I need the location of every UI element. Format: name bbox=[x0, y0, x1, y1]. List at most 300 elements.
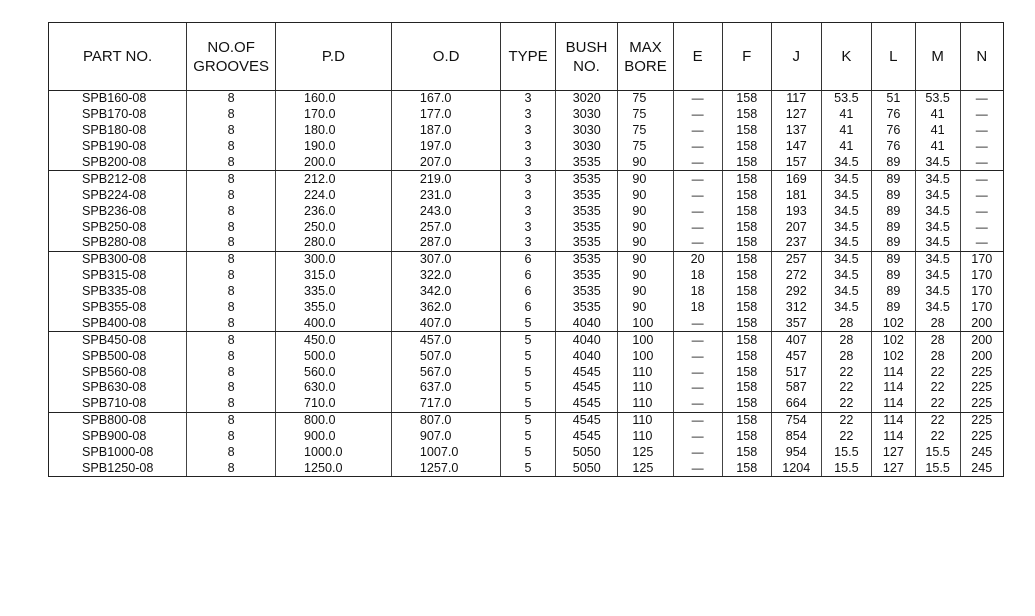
cell-no-of-grooves: 8 bbox=[187, 445, 276, 461]
header-m: M bbox=[915, 23, 960, 91]
cell-part-no: SPB280-08 bbox=[49, 235, 187, 251]
cell-j: 407 bbox=[771, 332, 821, 348]
cell-k: 22 bbox=[821, 412, 871, 428]
cell-od: 197.0 bbox=[391, 139, 501, 155]
cell-k: 34.5 bbox=[821, 251, 871, 267]
cell-k: 34.5 bbox=[821, 171, 871, 187]
table-row bbox=[49, 332, 1003, 348]
table-row bbox=[49, 300, 1003, 316]
cell-l: 76 bbox=[871, 123, 915, 139]
cell-n: — bbox=[960, 155, 1003, 171]
table-row bbox=[49, 219, 1003, 235]
cell-f: 158 bbox=[722, 203, 771, 219]
cell-n: — bbox=[975, 187, 988, 202]
cell-e: — bbox=[673, 107, 722, 123]
cell-m: 34.5 bbox=[915, 284, 960, 300]
cell-j: 127 bbox=[771, 107, 821, 123]
cell-od: 342.0 bbox=[391, 284, 501, 300]
cell-e: — bbox=[673, 155, 722, 171]
cell-bush-no: 3535 bbox=[555, 300, 618, 316]
cell-e: — bbox=[673, 123, 722, 139]
cell-n: — bbox=[975, 203, 988, 218]
table-row bbox=[49, 412, 1003, 428]
cell-part-no: SPB224-08 bbox=[49, 187, 187, 203]
header-bush-no: BUSH NO. bbox=[555, 23, 618, 91]
cell-j: 157 bbox=[771, 155, 821, 171]
cell-no-of-grooves: 8 bbox=[187, 364, 276, 380]
cell-j: 272 bbox=[771, 268, 821, 284]
cell-pd: 212.0 bbox=[275, 171, 391, 187]
cell-bush-no: 3535 bbox=[555, 284, 618, 300]
cell-m: 22 bbox=[915, 364, 960, 380]
cell-j: 169 bbox=[771, 171, 821, 187]
cell-pd: 280.0 bbox=[275, 235, 391, 251]
cell-part-no: SPB710-08 bbox=[49, 396, 187, 412]
cell-max-bore: 110 bbox=[618, 380, 673, 396]
cell-type: 6 bbox=[501, 251, 555, 267]
cell-k: 34.5 bbox=[821, 187, 871, 203]
cell-part-no: SPB355-08 bbox=[49, 300, 187, 316]
header-od: O.D bbox=[391, 23, 501, 91]
header-n: N bbox=[960, 23, 1003, 91]
cell-n: 245 bbox=[971, 460, 993, 475]
cell-od: 407.0 bbox=[391, 315, 501, 331]
cell-m: 34.5 bbox=[915, 300, 960, 316]
cell-e: — bbox=[673, 332, 722, 348]
cell-bush-no: 3535 bbox=[555, 251, 618, 267]
cell-l: 114 bbox=[871, 429, 915, 445]
cell-no-of-grooves: 8 bbox=[187, 91, 276, 107]
cell-pd: 250.0 bbox=[275, 219, 391, 235]
cell-no-of-grooves: 8 bbox=[187, 315, 276, 331]
cell-max-bore: 90 bbox=[618, 251, 673, 267]
cell-type: 3 bbox=[501, 107, 555, 123]
cell-f: 158 bbox=[722, 187, 771, 203]
cell-od: 907.0 bbox=[391, 429, 501, 445]
cell-j: 854 bbox=[771, 429, 821, 445]
cell-l: 114 bbox=[871, 380, 915, 396]
cell-f: 158 bbox=[722, 235, 771, 251]
cell-f: 158 bbox=[722, 429, 771, 445]
cell-type: 6 bbox=[501, 300, 555, 316]
header-l: L bbox=[871, 23, 915, 91]
cell-k: 15.5 bbox=[821, 460, 871, 476]
cell-od: 307.0 bbox=[391, 251, 501, 267]
cell-pd: 400.0 bbox=[275, 315, 391, 331]
cell-k: 22 bbox=[821, 380, 871, 396]
cell-f: 158 bbox=[722, 123, 771, 139]
cell-no-of-grooves: 8 bbox=[187, 235, 276, 251]
cell-f: 158 bbox=[722, 268, 771, 284]
cell-od: 207.0 bbox=[391, 155, 501, 171]
cell-m: 28 bbox=[915, 315, 960, 331]
cell-m: 34.5 bbox=[915, 155, 960, 171]
cell-e: — bbox=[673, 396, 722, 412]
cell-k: 15.5 bbox=[821, 445, 871, 461]
cell-no-of-grooves: 8 bbox=[187, 396, 276, 412]
cell-od: 1007.0 bbox=[391, 445, 501, 461]
cell-n: — bbox=[960, 235, 1003, 251]
cell-bush-no: 3030 bbox=[555, 123, 618, 139]
cell-bush-no: 3535 bbox=[555, 155, 618, 171]
cell-l: 76 bbox=[871, 107, 915, 123]
cell-no-of-grooves: 8 bbox=[187, 332, 276, 348]
table-row bbox=[49, 187, 1003, 203]
cell-j: 357 bbox=[771, 315, 821, 331]
cell-l: 51 bbox=[871, 91, 915, 107]
cell-max-bore: 100 bbox=[618, 315, 673, 331]
table-row bbox=[49, 429, 1003, 445]
cell-n: 200 bbox=[971, 332, 993, 347]
cell-bush-no: 3030 bbox=[555, 107, 618, 123]
cell-j: 1204 bbox=[771, 460, 821, 476]
cell-part-no: SPB212-08 bbox=[49, 171, 187, 187]
table-row bbox=[49, 284, 1003, 300]
table-row bbox=[49, 155, 1003, 171]
cell-bush-no: 3030 bbox=[555, 139, 618, 155]
cell-n: 200 bbox=[971, 348, 993, 363]
cell-l: 127 bbox=[871, 460, 915, 476]
cell-type: 5 bbox=[501, 348, 555, 364]
cell-j: 292 bbox=[771, 284, 821, 300]
cell-pd: 710.0 bbox=[275, 396, 391, 412]
cell-k: 41 bbox=[821, 139, 871, 155]
cell-l: 102 bbox=[871, 332, 915, 348]
cell-j: 664 bbox=[771, 396, 821, 412]
cell-no-of-grooves: 8 bbox=[187, 380, 276, 396]
cell-f: 158 bbox=[722, 155, 771, 171]
table-row bbox=[49, 107, 1003, 123]
spec-sheet bbox=[48, 22, 1004, 477]
cell-bush-no: 4545 bbox=[555, 396, 618, 412]
cell-n: — bbox=[975, 123, 988, 138]
cell-no-of-grooves: 8 bbox=[187, 155, 276, 171]
cell-f: 158 bbox=[722, 332, 771, 348]
cell-f: 158 bbox=[722, 139, 771, 155]
cell-part-no: SPB450-08 bbox=[49, 332, 187, 348]
cell-f: 158 bbox=[722, 315, 771, 331]
cell-pd: 630.0 bbox=[275, 380, 391, 396]
cell-f: 158 bbox=[722, 396, 771, 412]
cell-e: — bbox=[673, 380, 722, 396]
cell-bush-no: 5050 bbox=[555, 445, 618, 461]
cell-part-no: SPB500-08 bbox=[49, 348, 187, 364]
cell-m: 15.5 bbox=[915, 445, 960, 461]
cell-od: 287.0 bbox=[391, 235, 501, 251]
cell-m: 28 bbox=[915, 332, 960, 348]
cell-bush-no: 3535 bbox=[555, 235, 618, 251]
cell-j: 137 bbox=[771, 123, 821, 139]
table-row bbox=[49, 203, 1003, 219]
cell-e: — bbox=[673, 139, 722, 155]
table-row bbox=[49, 235, 1003, 251]
cell-part-no: SPB1250-08 bbox=[49, 460, 187, 476]
cell-k: 34.5 bbox=[821, 300, 871, 316]
cell-pd: 450.0 bbox=[275, 332, 391, 348]
cell-e: — bbox=[673, 348, 722, 364]
cell-j: 754 bbox=[771, 412, 821, 428]
cell-l: 89 bbox=[871, 203, 915, 219]
cell-m: 34.5 bbox=[915, 219, 960, 235]
cell-part-no: SPB250-08 bbox=[49, 219, 187, 235]
cell-e: — bbox=[673, 429, 722, 445]
cell-l: 76 bbox=[871, 139, 915, 155]
cell-type: 5 bbox=[501, 315, 555, 331]
cell-max-bore: 90 bbox=[618, 171, 673, 187]
cell-k: 53.5 bbox=[821, 91, 871, 107]
cell-max-bore: 90 bbox=[618, 219, 673, 235]
cell-type: 3 bbox=[501, 139, 555, 155]
cell-od: 362.0 bbox=[391, 300, 501, 316]
cell-l: 89 bbox=[871, 235, 915, 251]
cell-max-bore: 110 bbox=[618, 412, 673, 428]
table-row bbox=[49, 460, 1003, 476]
cell-j: 517 bbox=[771, 364, 821, 380]
cell-no-of-grooves: 8 bbox=[187, 219, 276, 235]
cell-e: — bbox=[673, 203, 722, 219]
cell-j: 587 bbox=[771, 380, 821, 396]
cell-pd: 355.0 bbox=[275, 300, 391, 316]
cell-e: — bbox=[673, 91, 722, 107]
table-row bbox=[49, 348, 1003, 364]
cell-max-bore: 90 bbox=[618, 235, 673, 251]
cell-max-bore: 75 bbox=[618, 123, 673, 139]
cell-max-bore: 90 bbox=[618, 300, 673, 316]
cell-l: 89 bbox=[871, 284, 915, 300]
cell-e: — bbox=[673, 445, 722, 461]
cell-f: 158 bbox=[722, 380, 771, 396]
cell-type: 6 bbox=[501, 268, 555, 284]
cell-m: 22 bbox=[915, 412, 960, 428]
cell-e: — bbox=[673, 187, 722, 203]
cell-m: 41 bbox=[915, 123, 960, 139]
table-row bbox=[49, 380, 1003, 396]
cell-l: 89 bbox=[871, 155, 915, 171]
cell-type: 3 bbox=[501, 187, 555, 203]
cell-pd: 560.0 bbox=[275, 364, 391, 380]
table-body bbox=[49, 91, 1003, 477]
cell-l: 89 bbox=[871, 300, 915, 316]
header-max-bore: MAX BORE bbox=[618, 23, 673, 91]
cell-e: 18 bbox=[673, 300, 722, 316]
cell-f: 158 bbox=[722, 412, 771, 428]
cell-part-no: SPB335-08 bbox=[49, 284, 187, 300]
cell-l: 89 bbox=[871, 268, 915, 284]
cell-n: 245 bbox=[971, 445, 993, 460]
cell-od: 567.0 bbox=[391, 364, 501, 380]
cell-od: 177.0 bbox=[391, 107, 501, 123]
cell-no-of-grooves: 8 bbox=[187, 429, 276, 445]
cell-max-bore: 90 bbox=[618, 284, 673, 300]
table-row bbox=[49, 315, 1003, 331]
cell-n: — bbox=[975, 171, 988, 186]
cell-max-bore: 100 bbox=[618, 332, 673, 348]
cell-part-no: SPB300-08 bbox=[49, 251, 187, 267]
header-f: F bbox=[722, 23, 771, 91]
cell-f: 158 bbox=[722, 460, 771, 476]
cell-pd: 335.0 bbox=[275, 284, 391, 300]
cell-e: 18 bbox=[673, 284, 722, 300]
cell-no-of-grooves: 8 bbox=[187, 460, 276, 476]
cell-pd: 1250.0 bbox=[275, 460, 391, 476]
cell-part-no: SPB800-08 bbox=[49, 412, 187, 428]
cell-max-bore: 110 bbox=[618, 396, 673, 412]
table-row bbox=[49, 91, 1003, 107]
cell-type: 5 bbox=[501, 396, 555, 412]
cell-n: 170 bbox=[971, 252, 993, 267]
cell-n: 170 bbox=[971, 284, 993, 299]
cell-bush-no: 4040 bbox=[555, 315, 618, 331]
cell-l: 102 bbox=[871, 348, 915, 364]
cell-pd: 200.0 bbox=[275, 155, 391, 171]
cell-m: 22 bbox=[915, 396, 960, 412]
cell-j: 193 bbox=[771, 203, 821, 219]
cell-no-of-grooves: 8 bbox=[187, 187, 276, 203]
table-row bbox=[49, 251, 1003, 267]
cell-k: 34.5 bbox=[821, 155, 871, 171]
cell-max-bore: 75 bbox=[618, 91, 673, 107]
cell-m: 28 bbox=[915, 348, 960, 364]
cell-type: 5 bbox=[501, 412, 555, 428]
cell-k: 34.5 bbox=[821, 235, 871, 251]
cell-f: 158 bbox=[722, 445, 771, 461]
cell-j: 257 bbox=[771, 251, 821, 267]
cell-l: 114 bbox=[871, 364, 915, 380]
cell-part-no: SPB900-08 bbox=[49, 429, 187, 445]
cell-no-of-grooves: 8 bbox=[187, 300, 276, 316]
cell-type: 3 bbox=[501, 203, 555, 219]
cell-l: 89 bbox=[871, 187, 915, 203]
cell-od: 257.0 bbox=[391, 219, 501, 235]
cell-e: — bbox=[673, 412, 722, 428]
cell-k: 41 bbox=[821, 107, 871, 123]
cell-j: 181 bbox=[771, 187, 821, 203]
cell-type: 3 bbox=[501, 155, 555, 171]
cell-no-of-grooves: 8 bbox=[187, 251, 276, 267]
cell-od: 507.0 bbox=[391, 348, 501, 364]
cell-f: 158 bbox=[722, 364, 771, 380]
cell-type: 3 bbox=[501, 123, 555, 139]
cell-no-of-grooves: 8 bbox=[187, 348, 276, 364]
cell-no-of-grooves: 8 bbox=[187, 171, 276, 187]
cell-f: 158 bbox=[722, 91, 771, 107]
cell-m: 34.5 bbox=[915, 268, 960, 284]
cell-e: — bbox=[673, 460, 722, 476]
cell-pd: 300.0 bbox=[275, 251, 391, 267]
cell-e: 18 bbox=[673, 268, 722, 284]
cell-max-bore: 75 bbox=[618, 139, 673, 155]
cell-max-bore: 110 bbox=[618, 364, 673, 380]
cell-part-no: SPB190-08 bbox=[49, 139, 187, 155]
cell-e: — bbox=[673, 235, 722, 251]
cell-e: — bbox=[673, 364, 722, 380]
cell-e: 20 bbox=[673, 251, 722, 267]
cell-max-bore: 110 bbox=[618, 429, 673, 445]
header-no-of-grooves: NO.OF GROOVES bbox=[187, 23, 276, 91]
cell-pd: 170.0 bbox=[275, 107, 391, 123]
cell-n: 200 bbox=[960, 315, 1003, 331]
cell-l: 114 bbox=[871, 412, 915, 428]
cell-pd: 236.0 bbox=[275, 203, 391, 219]
cell-od: 167.0 bbox=[391, 91, 501, 107]
cell-n: 225 bbox=[971, 429, 993, 444]
cell-max-bore: 125 bbox=[618, 460, 673, 476]
cell-n: — bbox=[975, 139, 988, 154]
cell-n: 225 bbox=[971, 380, 993, 395]
cell-part-no: SPB560-08 bbox=[49, 364, 187, 380]
cell-no-of-grooves: 8 bbox=[187, 412, 276, 428]
cell-n: 225 bbox=[971, 364, 993, 379]
cell-no-of-grooves: 8 bbox=[187, 107, 276, 123]
cell-bush-no: 3535 bbox=[555, 171, 618, 187]
cell-bush-no: 4040 bbox=[555, 348, 618, 364]
cell-bush-no: 4545 bbox=[555, 429, 618, 445]
cell-pd: 1000.0 bbox=[275, 445, 391, 461]
cell-j: 117 bbox=[771, 91, 821, 107]
cell-type: 3 bbox=[501, 171, 555, 187]
cell-l: 89 bbox=[871, 171, 915, 187]
cell-no-of-grooves: 8 bbox=[187, 139, 276, 155]
cell-no-of-grooves: 8 bbox=[187, 284, 276, 300]
cell-n: — bbox=[975, 107, 988, 122]
cell-m: 22 bbox=[915, 429, 960, 445]
cell-l: 102 bbox=[871, 315, 915, 331]
cell-m: 34.5 bbox=[915, 187, 960, 203]
cell-m: 53.5 bbox=[915, 91, 960, 107]
cell-type: 3 bbox=[501, 91, 555, 107]
cell-type: 6 bbox=[501, 284, 555, 300]
cell-od: 187.0 bbox=[391, 123, 501, 139]
table-row bbox=[49, 123, 1003, 139]
cell-f: 158 bbox=[722, 171, 771, 187]
cell-n: 225 bbox=[971, 413, 993, 428]
cell-j: 147 bbox=[771, 139, 821, 155]
cell-part-no: SPB180-08 bbox=[49, 123, 187, 139]
cell-type: 5 bbox=[501, 380, 555, 396]
cell-n: 170 bbox=[971, 300, 993, 315]
cell-n: — bbox=[975, 91, 988, 106]
cell-m: 22 bbox=[915, 380, 960, 396]
cell-type: 5 bbox=[501, 460, 555, 476]
cell-j: 237 bbox=[771, 235, 821, 251]
cell-k: 41 bbox=[821, 123, 871, 139]
cell-k: 22 bbox=[821, 396, 871, 412]
cell-max-bore: 90 bbox=[618, 268, 673, 284]
cell-pd: 315.0 bbox=[275, 268, 391, 284]
cell-k: 34.5 bbox=[821, 284, 871, 300]
cell-part-no: SPB630-08 bbox=[49, 380, 187, 396]
cell-bush-no: 3535 bbox=[555, 268, 618, 284]
cell-k: 28 bbox=[821, 348, 871, 364]
cell-part-no: SPB160-08 bbox=[49, 91, 187, 107]
cell-od: 243.0 bbox=[391, 203, 501, 219]
cell-pd: 160.0 bbox=[275, 91, 391, 107]
cell-od: 219.0 bbox=[391, 171, 501, 187]
cell-type: 3 bbox=[501, 235, 555, 251]
cell-f: 158 bbox=[722, 300, 771, 316]
cell-n: — bbox=[975, 219, 988, 234]
cell-max-bore: 100 bbox=[618, 348, 673, 364]
header-k: K bbox=[821, 23, 871, 91]
cell-od: 807.0 bbox=[391, 412, 501, 428]
table-row bbox=[49, 268, 1003, 284]
table-row bbox=[49, 171, 1003, 187]
cell-j: 207 bbox=[771, 219, 821, 235]
cell-bush-no: 4545 bbox=[555, 364, 618, 380]
cell-k: 28 bbox=[821, 332, 871, 348]
cell-f: 158 bbox=[722, 107, 771, 123]
cell-m: 34.5 bbox=[915, 235, 960, 251]
